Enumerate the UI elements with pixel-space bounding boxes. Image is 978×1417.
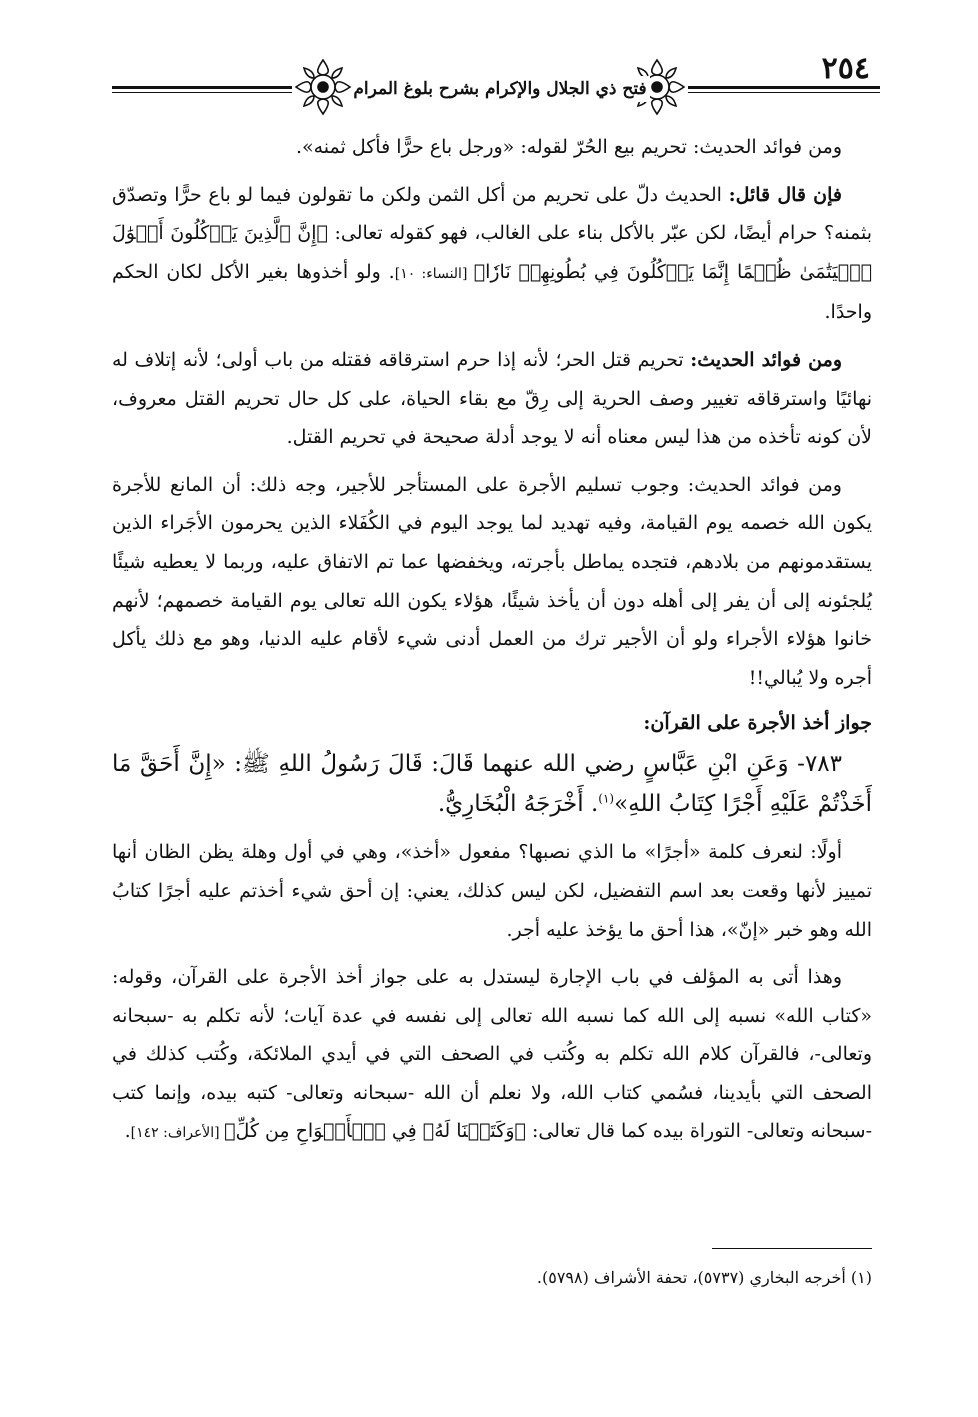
footnote-marker[interactable]: (١) bbox=[598, 791, 615, 806]
footnote: (١) أخرجه البخاري (٥٧٣٧)، تحفة الأشراف (٥٧٩٨). bbox=[536, 1268, 872, 1287]
paragraph bbox=[112, 958, 872, 1153]
paragraph bbox=[112, 128, 872, 167]
paragraph bbox=[112, 833, 872, 949]
main-text bbox=[112, 128, 872, 1162]
quran-verse: ﴿إِنَّ ٱلَّذِينَ يَأۡكُلُونَ أَمۡوَٰلَ ٱلۡيَتَٰمَىٰ ظُلۡمًا إِنَّمَا يَأۡكُلُونَ فِي بُطُونِهِمۡ نَارٗا﴾ bbox=[112, 222, 872, 283]
hadith-source: . أَخْرَجَهُ الْبُخَارِيُّ. bbox=[437, 791, 599, 818]
paragraph-text: . ولو أخذوها بغير الأكل لكان الحكم واحدًا. bbox=[112, 260, 872, 324]
hadith bbox=[112, 744, 872, 824]
ornament-icon bbox=[292, 56, 354, 118]
paragraph-text: وهذا أتى به المؤلف في باب الإجارة ليستدل به على جواز أخذ الأجرة على القرآن، وقوله: «كتاب الله» نسبه إلى الله كما نسبه الله تعالى إلى نفسه في عدة آيات؛ لأنه تكلم به -سبحانه وتعالى-، فالقرآن كلام الله تكلم به وكُتب في الصحف التي في أيدي الملائكة، وكُتب كذلك في الصحف التي بأيدينا، فسُمي كتاب الله، ولا نعلم أن الله -سبحانه وتعالى- كتبه بيده، وإنما كتب -سبحانه وتعالى- التوراة بيده كما قال تعالى: bbox=[112, 966, 872, 1143]
paragraph-lead: ومن فوائد الحديث: bbox=[690, 348, 842, 371]
paragraph bbox=[112, 341, 872, 457]
running-title: فتح ذي الجلال والإكرام بشرح بلوغ المرام bbox=[350, 76, 650, 102]
page-number: ٢٥٤ bbox=[816, 54, 876, 84]
paragraph-text: أولًا: لنعرف كلمة «أجرًا» ما الذي نصبها؟ مفعول «أخذ»، وهي في أول وهلة يظن الظان أنها تمييز لأنها وقعت بعد اسم التفضيل، لكن ليس كذلك، يعني: إن أحق شيء أخذتم عليه أجرًا كتابُ الله وهو خبر «إنّ»، هذا أحق ما يؤخذ عليه أجر. bbox=[112, 841, 872, 941]
page-header bbox=[112, 52, 880, 120]
verse-reference: [الأعراف: ١٤٢] bbox=[130, 1125, 225, 1142]
paragraph-text: . bbox=[124, 1120, 131, 1143]
quran-verse: ﴿وَكَتَبۡنَا لَهُۥ فِي ٱلۡأَلۡوَاحِ مِن كُلِّ﴾ bbox=[224, 1120, 526, 1143]
hadith-text: ٧٨٣- وَعَنِ ابْنِ عَبَّاسٍ رضي الله عنهما قَالَ: قَالَ رَسُولُ اللهِ ﷺ: «إِنَّ أَحَقَّ مَا أَخَذْتُمْ عَلَيْهِ أَجْرًا كِتَابُ اللهِ» bbox=[112, 751, 872, 818]
paragraph-text: ومن فوائد الحديث: تحريم بيع الحُرّ لقوله: «ورجل باع حرًّا فأكل ثمنه». bbox=[295, 136, 842, 158]
paragraph-text: الحديث دلّ على تحريم من أكل الثمن ولكن ما تقولون فيما لو باع حرًّا وتصدّق بثمنه؟ حرام أيضًا، لكن عبّر بالأكل بناء على الغالب، فهو كقوله تعالى: bbox=[112, 183, 872, 245]
paragraph-lead: فإن قال قائل: bbox=[728, 183, 843, 206]
paragraph bbox=[112, 466, 872, 698]
paragraph bbox=[112, 176, 872, 332]
verse-reference: [النساء: ١٠] bbox=[394, 265, 474, 282]
paragraph-text: تحريم قتل الحر؛ لأنه إذا حرم استرقاقه فقتله من باب أولى؛ لأنه إتلاف له نهائيًا واسترقاقه تغيير وصف الحرية إلى رِقّ مع بقاء الحياة، على كل حال تحريم القتل معروف، لأن كونه تأخذه من هذا ليس معناه أنه لا يوجد أدلة صحيحة في تحريم القتل. bbox=[112, 348, 872, 449]
paragraph-text: ومن فوائد الحديث: وجوب تسليم الأجرة على المستأجر للأجير، وجه ذلك: أن المانع للأجرة يكون الله خصمه يوم القيامة، وفيه تهديد لما يوجد اليوم في الكُفَلاء الذين يحرمون الأجَراء الذين يستقدمونهم من بلادهم، فتجده يماطل بأجرته، ويخفضها عما تم الاتفاق عليه، وربما لا يعطيه شيئًا يُلجئونه إلى أن يفر إلى أهله دون أن يأخذ شيئًا، هؤلاء يكون الله تعالى يوم القيامة خصمهم؛ لأنهم خانوا هؤلاء الأجراء ولو أن الأجير ترك من العمل أدنى شيء لأقام عليه الدنيا، وهو مع ذلك يأكل أجره ولا يُبالي!! bbox=[112, 473, 872, 689]
section-heading: جواز أخذ الأجرة على القرآن: bbox=[643, 712, 872, 735]
footnote-rule bbox=[712, 1248, 872, 1249]
